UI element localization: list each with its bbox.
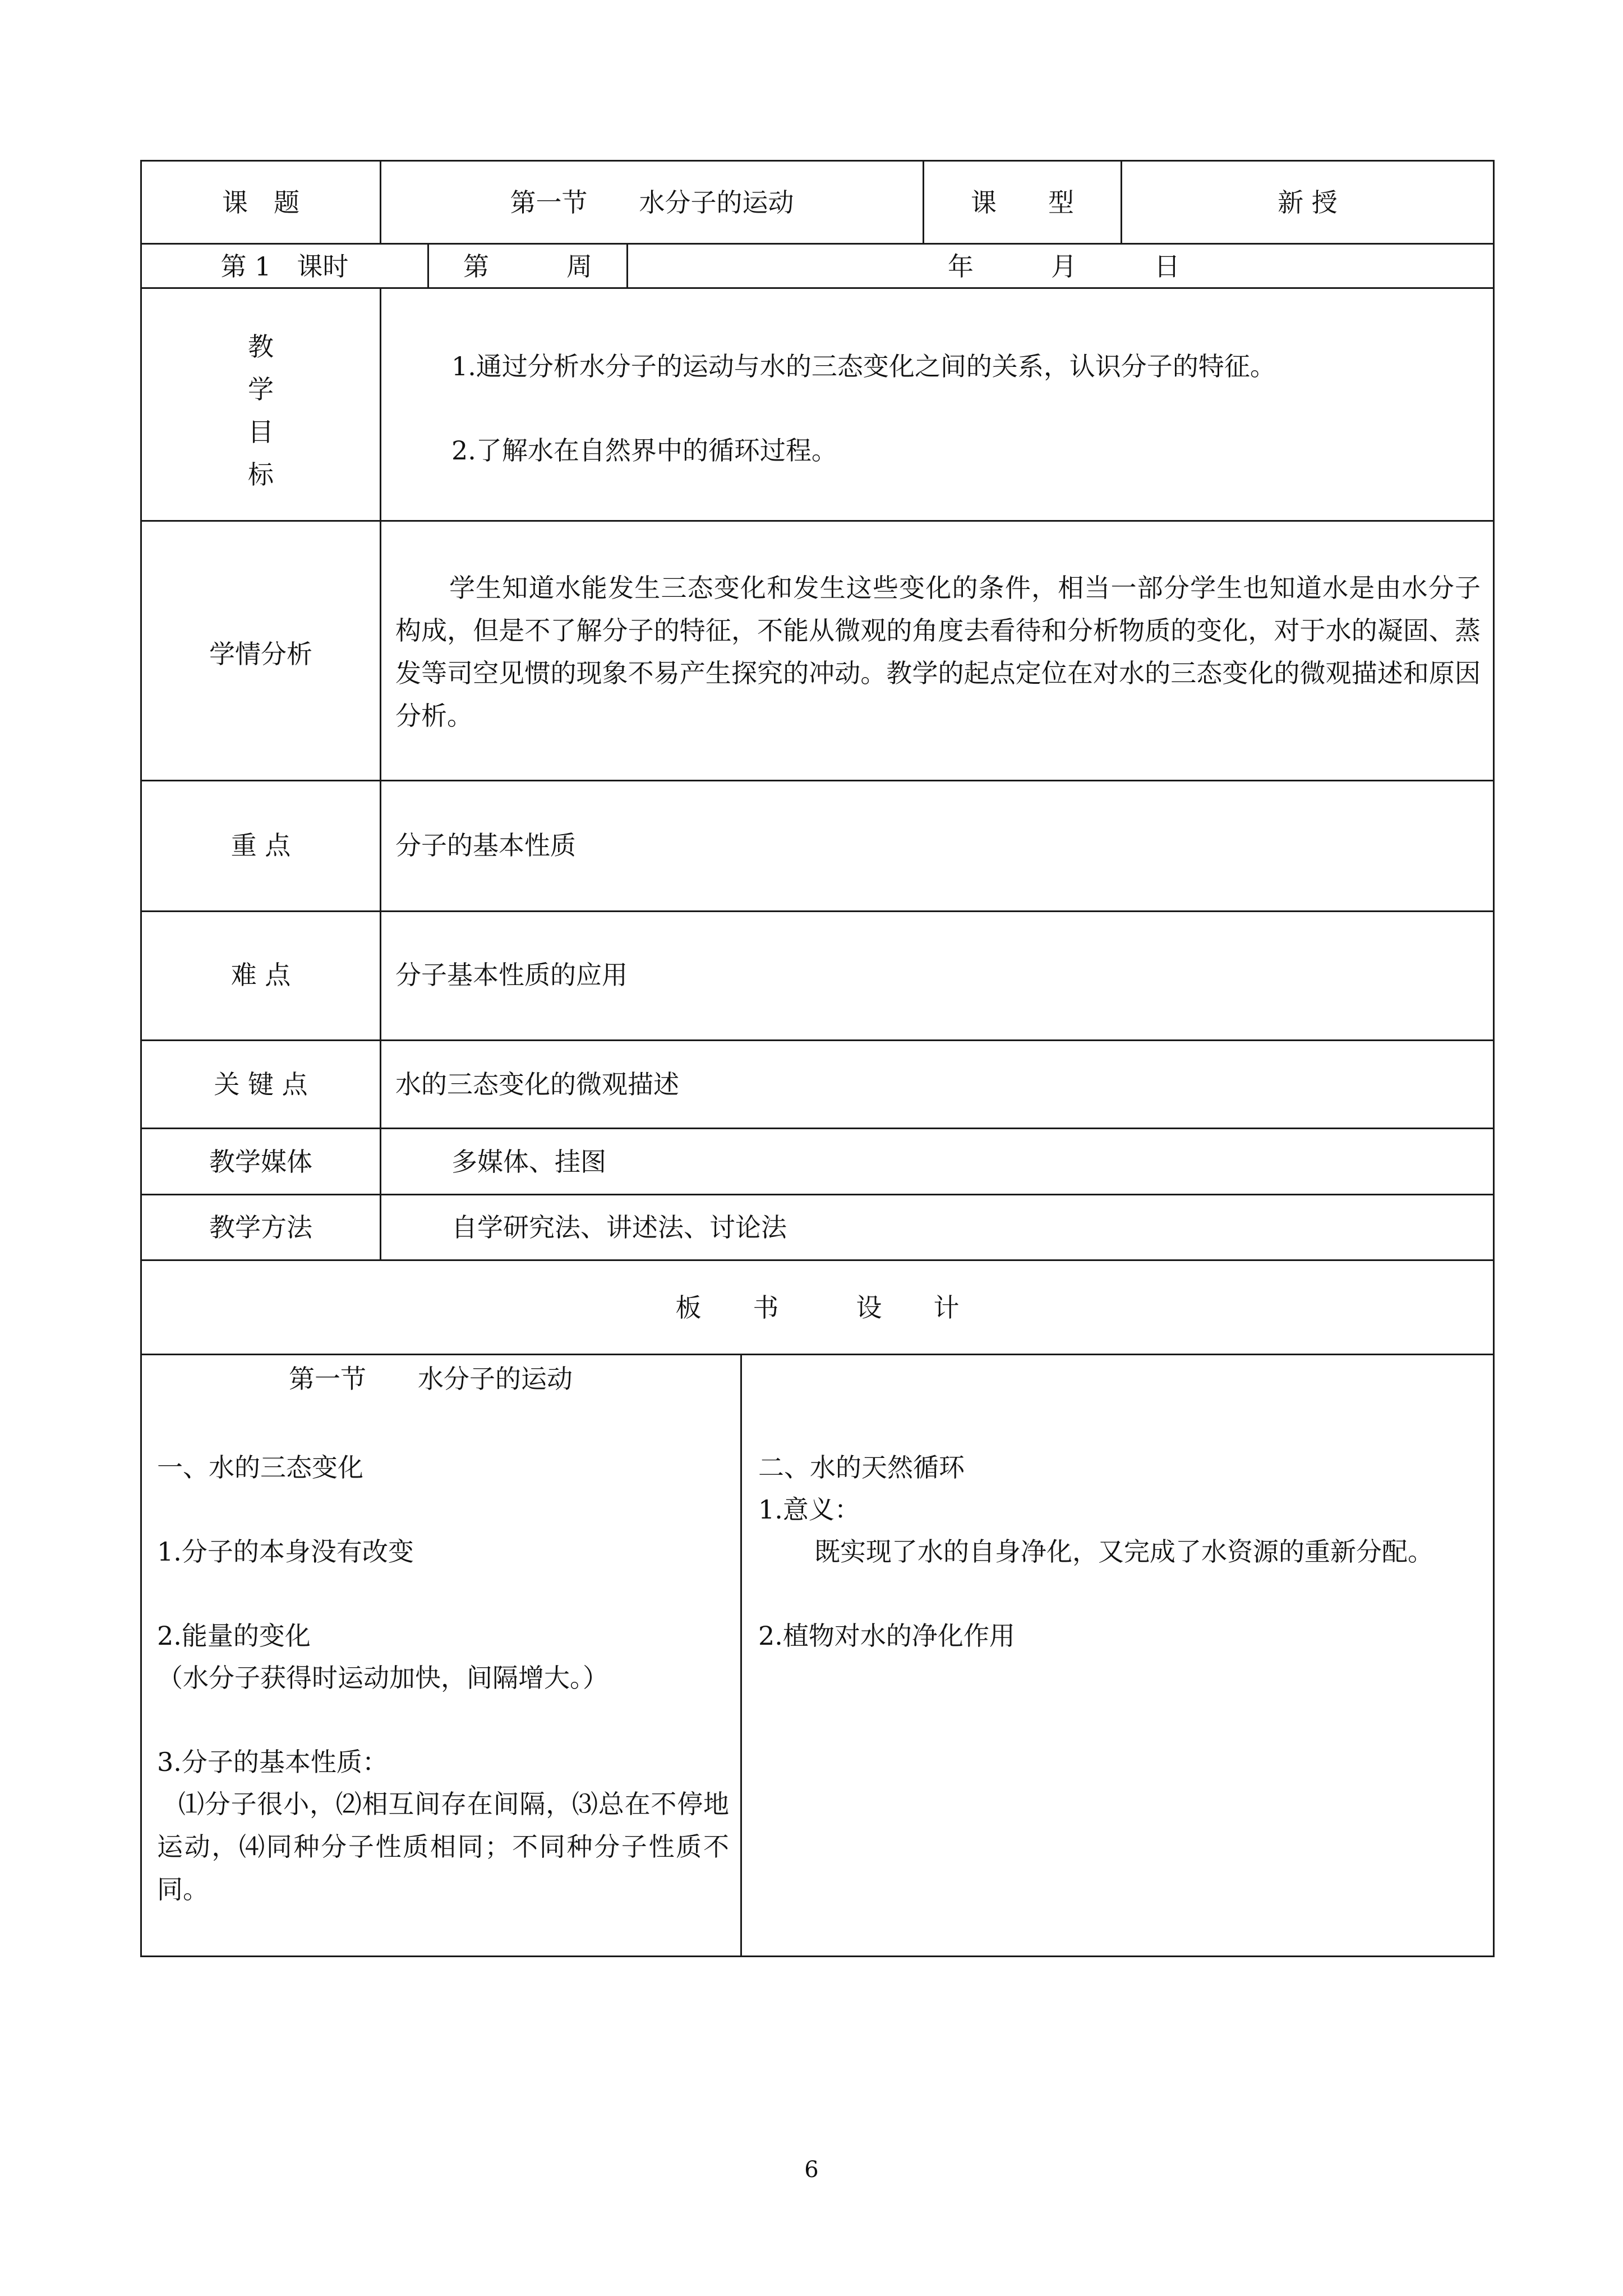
date-cell: 年 月 日 bbox=[948, 251, 1180, 282]
type-value: 新 授 bbox=[1278, 187, 1338, 218]
row-rule bbox=[140, 1194, 1495, 1195]
goals-label-char: 教 bbox=[248, 332, 274, 362]
board-item-3-text: ⑴分子很小，⑵相互间存在间隔，⑶总在不停地运动，⑷同种分子性质相同；不同种分子性质不同。 bbox=[157, 1789, 729, 1904]
row-rule bbox=[140, 1259, 1495, 1261]
board-item-2: 2.能量的变化 bbox=[157, 1621, 311, 1651]
board-item-1: 1.分子的本身没有改变 bbox=[157, 1536, 414, 1567]
week-cell: 第 周 bbox=[463, 251, 592, 282]
board-heading: 板 书 设 计 bbox=[675, 1292, 960, 1323]
board-item-2-note: （水分子获得时运动加快，间隔增大。） bbox=[157, 1663, 608, 1693]
row-rule bbox=[140, 1039, 1495, 1041]
key-label: 重 点 bbox=[230, 830, 291, 861]
row-rule bbox=[140, 287, 1495, 289]
table-border-bottom bbox=[140, 1955, 1495, 1957]
board-meaning-text: 既实现了水的自身净化，又完成了水资源的重新分配。 bbox=[814, 1536, 1433, 1567]
analysis-text: 学生知道水能发生三态变化和发生这些变化的条件，相当一部分学生也知道水是由水分子构成，但是不了解分子的特征，不能从微观的角度去看待和分析物质的变化，对于水的凝固、蒸发等司空见惯的现象不易产生探究的冲动。教学的起点定位在对水的三态变化的微观描述和原因分析。 bbox=[395, 573, 1481, 731]
goals-label-char: 目 bbox=[248, 417, 274, 447]
row-rule bbox=[140, 520, 1495, 522]
row-rule bbox=[140, 243, 1495, 245]
goals-label-char: 标 bbox=[248, 459, 274, 490]
goals-label-char: 学 bbox=[248, 374, 274, 404]
difficulty-value: 分子基本性质的应用 bbox=[395, 960, 628, 990]
col-rule bbox=[626, 243, 628, 289]
table-border-top bbox=[140, 160, 1495, 162]
period-cell: 第 1 课时 bbox=[220, 251, 349, 282]
board-plants: 2.植物对水的净化作用 bbox=[758, 1621, 1015, 1651]
media-value: 多媒体、挂图 bbox=[451, 1147, 606, 1177]
method-label: 教学方法 bbox=[209, 1212, 312, 1243]
method-value: 自学研究法、讲述法、讨论法 bbox=[451, 1212, 787, 1243]
crux-value: 水的三态变化的微观描述 bbox=[395, 1069, 679, 1099]
col-rule bbox=[380, 287, 381, 1261]
row-rule bbox=[140, 1128, 1495, 1129]
analysis-label: 学情分析 bbox=[209, 639, 312, 669]
type-label: 课 型 bbox=[971, 187, 1074, 218]
board-left-title: 第一节 水分子的运动 bbox=[289, 1364, 573, 1394]
difficulty-label: 难 点 bbox=[230, 960, 291, 990]
board-item-3: 3.分子的基本性质： bbox=[157, 1747, 388, 1777]
topic-value: 第一节 水分子的运动 bbox=[510, 187, 794, 218]
col-rule bbox=[740, 1354, 742, 1957]
key-value: 分子的基本性质 bbox=[395, 830, 576, 861]
row-rule bbox=[140, 910, 1495, 912]
goal-item: 1.通过分析水分子的运动与水的三态变化之间的关系，认识分子的特征。 bbox=[451, 351, 1276, 381]
goal-item: 2.了解水在自然界中的循环过程。 bbox=[451, 435, 837, 466]
table-border-right bbox=[1493, 160, 1495, 1957]
table-border-left bbox=[140, 160, 142, 1957]
board-section-1: 一、水的三态变化 bbox=[157, 1452, 363, 1483]
row-rule bbox=[140, 1354, 1495, 1355]
media-label: 教学媒体 bbox=[209, 1147, 312, 1177]
topic-label: 课 题 bbox=[222, 187, 299, 218]
board-section-2: 二、水的天然循环 bbox=[758, 1452, 965, 1483]
page-number: 6 bbox=[804, 2157, 819, 2183]
board-meaning-label: 1.意义： bbox=[758, 1494, 860, 1525]
row-rule bbox=[140, 780, 1495, 781]
crux-label: 关 键 点 bbox=[214, 1069, 308, 1099]
